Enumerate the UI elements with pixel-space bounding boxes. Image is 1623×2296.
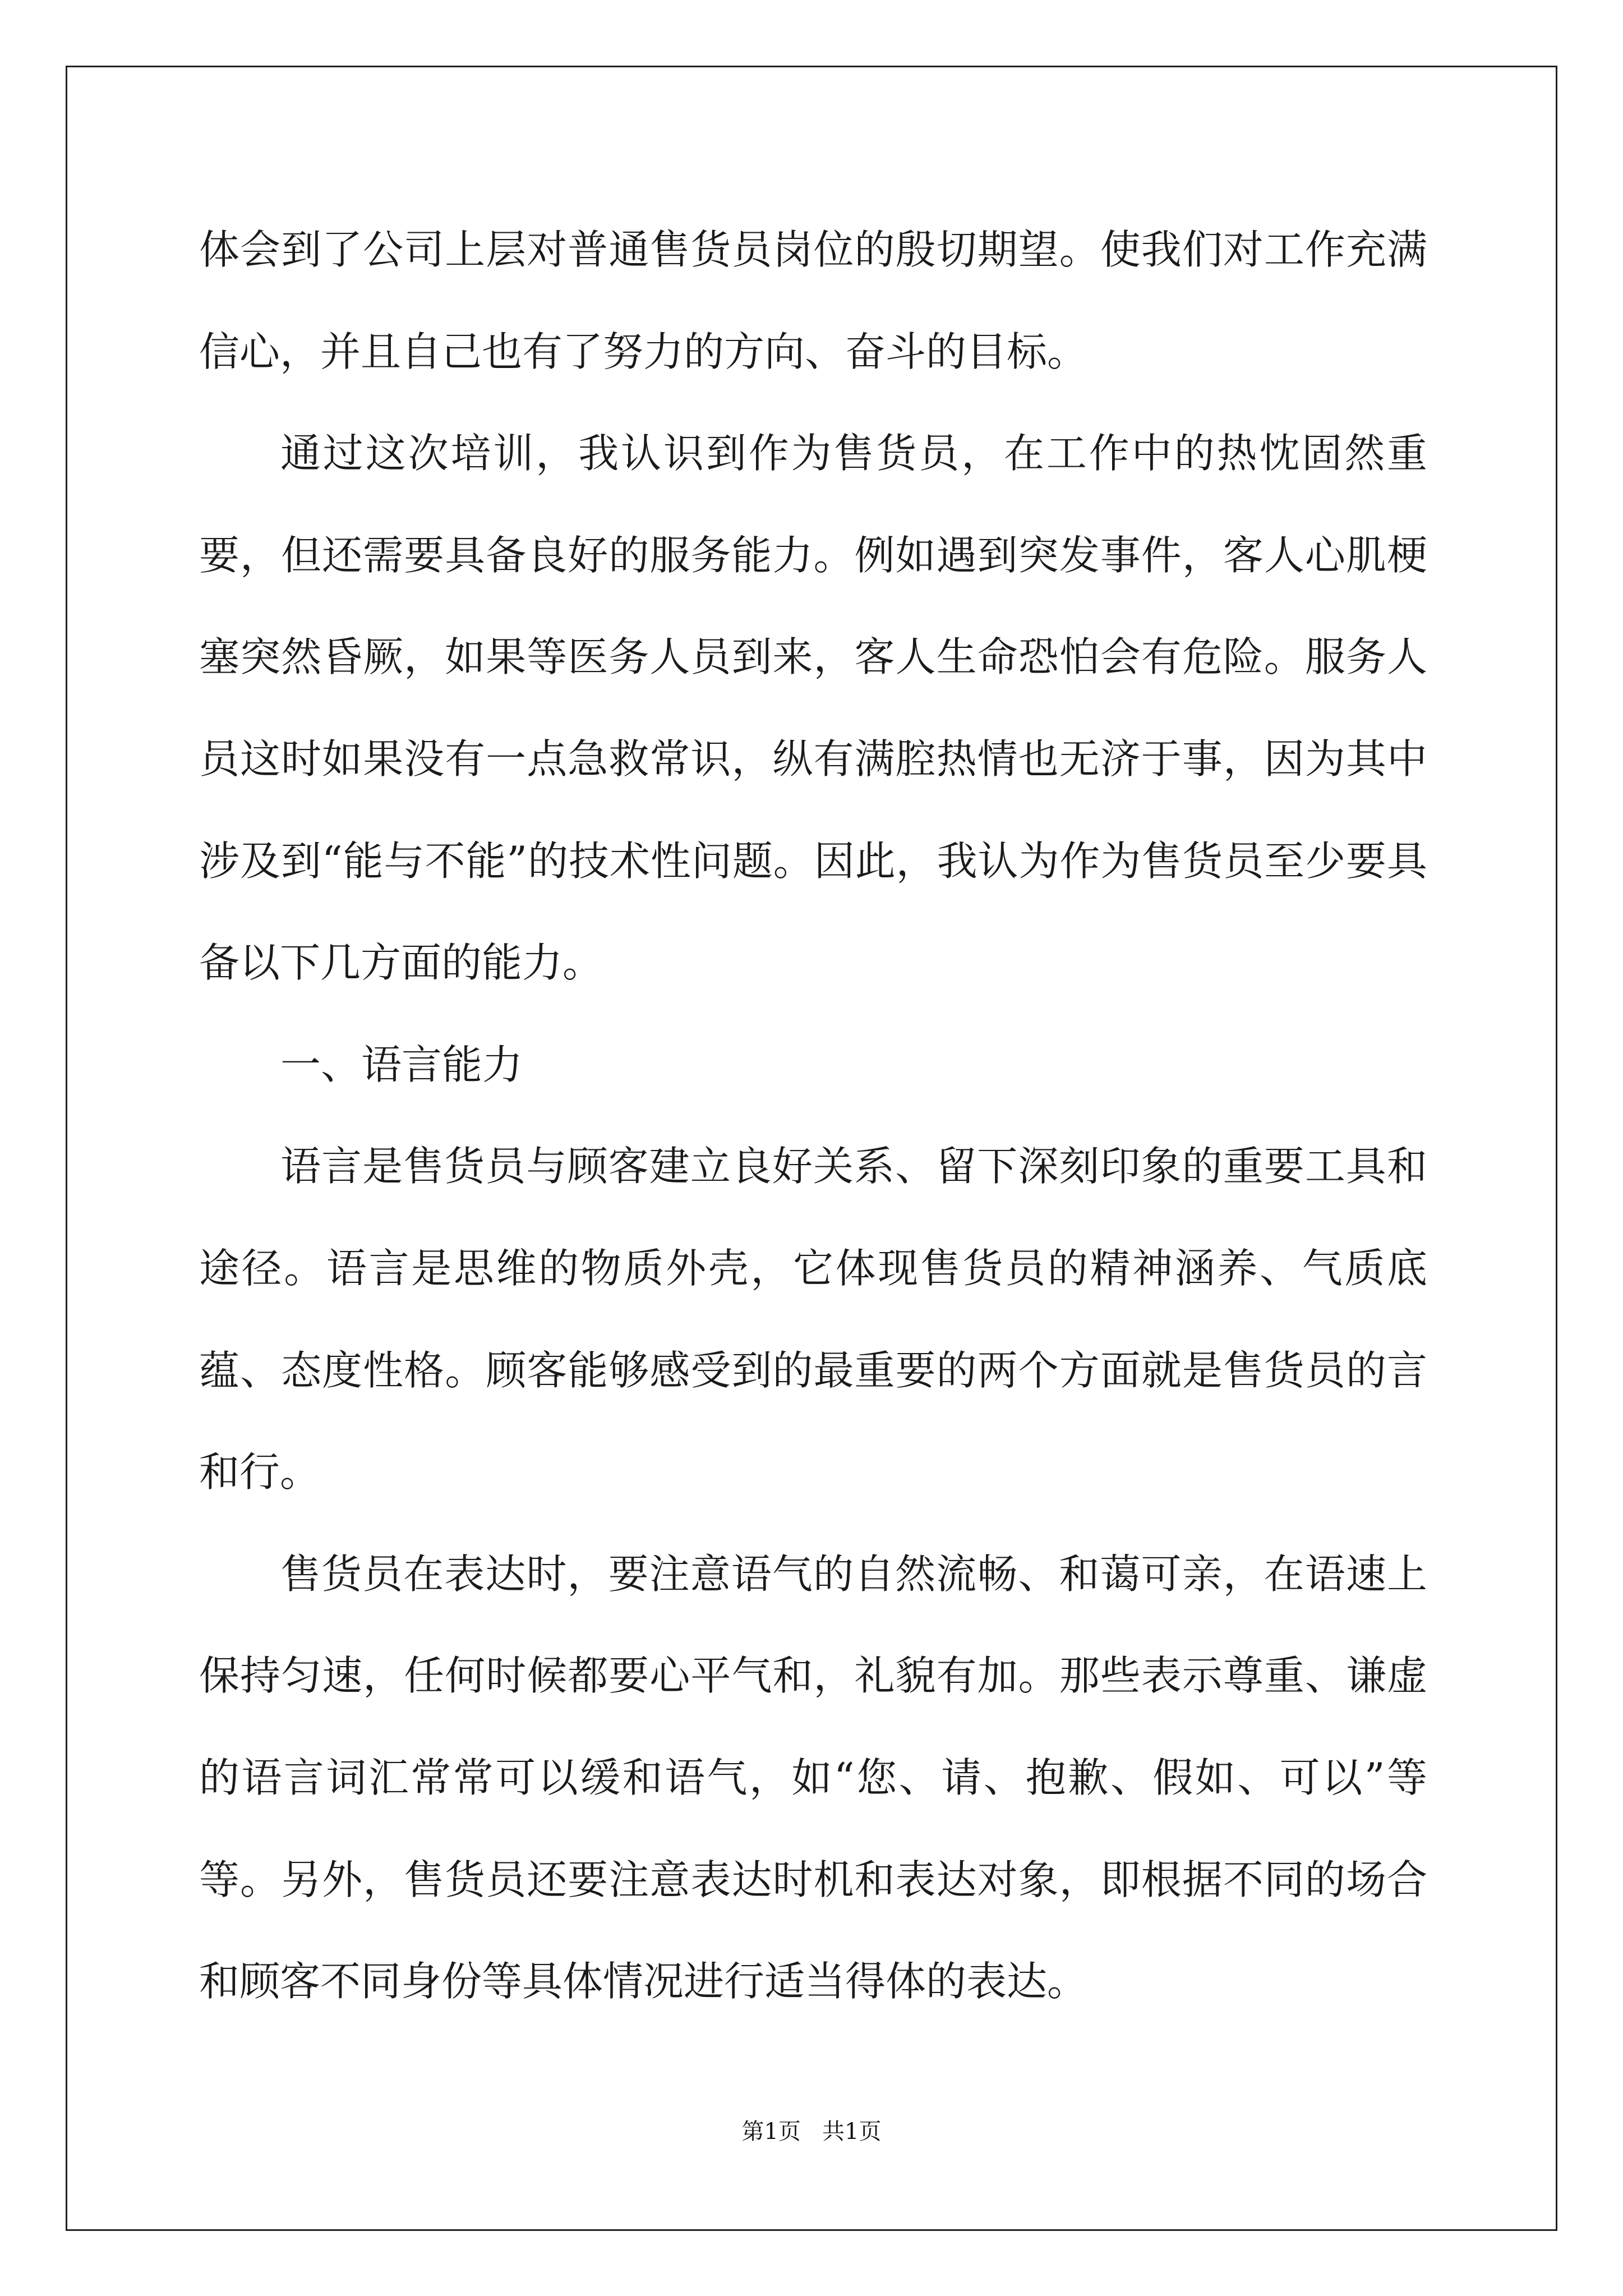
paragraph-expression: 售货员在表达时，要注意语气的自然流畅、和蔼可亲，在语速上保持匀速，任何时候都要心平气和，礼貌有加。那些表示尊重、谦虚的语言词汇常常可以缓和语气，如“您、请、抱歉、假如、可以”等等。另外，售货员还要注意表达时机和表达对象，即根据不同的场合和顾客不同身份等具体情况进行适当得体的表达。: [199, 1550, 1427, 2005]
page-footer: 第1页 共1页: [741, 2119, 882, 2145]
document-body: [199, 199, 1427, 2033]
section-heading-language: 一、语言能力: [280, 1041, 523, 1088]
paragraph-intro: 体会到了公司上层对普通售货员岗位的殷切期望。使我们对工作充满信心，并且自己也有了努力的方向、奋斗的目标。: [199, 226, 1427, 375]
paragraph-training: 通过这次培训，我认识到作为售货员，在工作中的热忱固然重要，但还需要具备良好的服务能力。例如遇到突发事件，客人心肌梗塞突然昏厥，如果等医务人员到来，客人生命恐怕会有危险。服务人员这时如果没有一点急救常识，纵有满腔热情也无济于事，因为其中涉及到“能与不能”的技术性问题。因此，我认为作为售货员至少要具备以下几方面的能力。: [199, 430, 1427, 987]
paragraph-language-role: 语言是售货员与顾客建立良好关系、留下深刻印象的重要工具和途径。语言是思维的物质外壳，它体现售货员的精神涵养、气质底蕴、态度性格。顾客能够感受到的最重要的两个方面就是售货员的言和行。: [199, 1143, 1427, 1496]
